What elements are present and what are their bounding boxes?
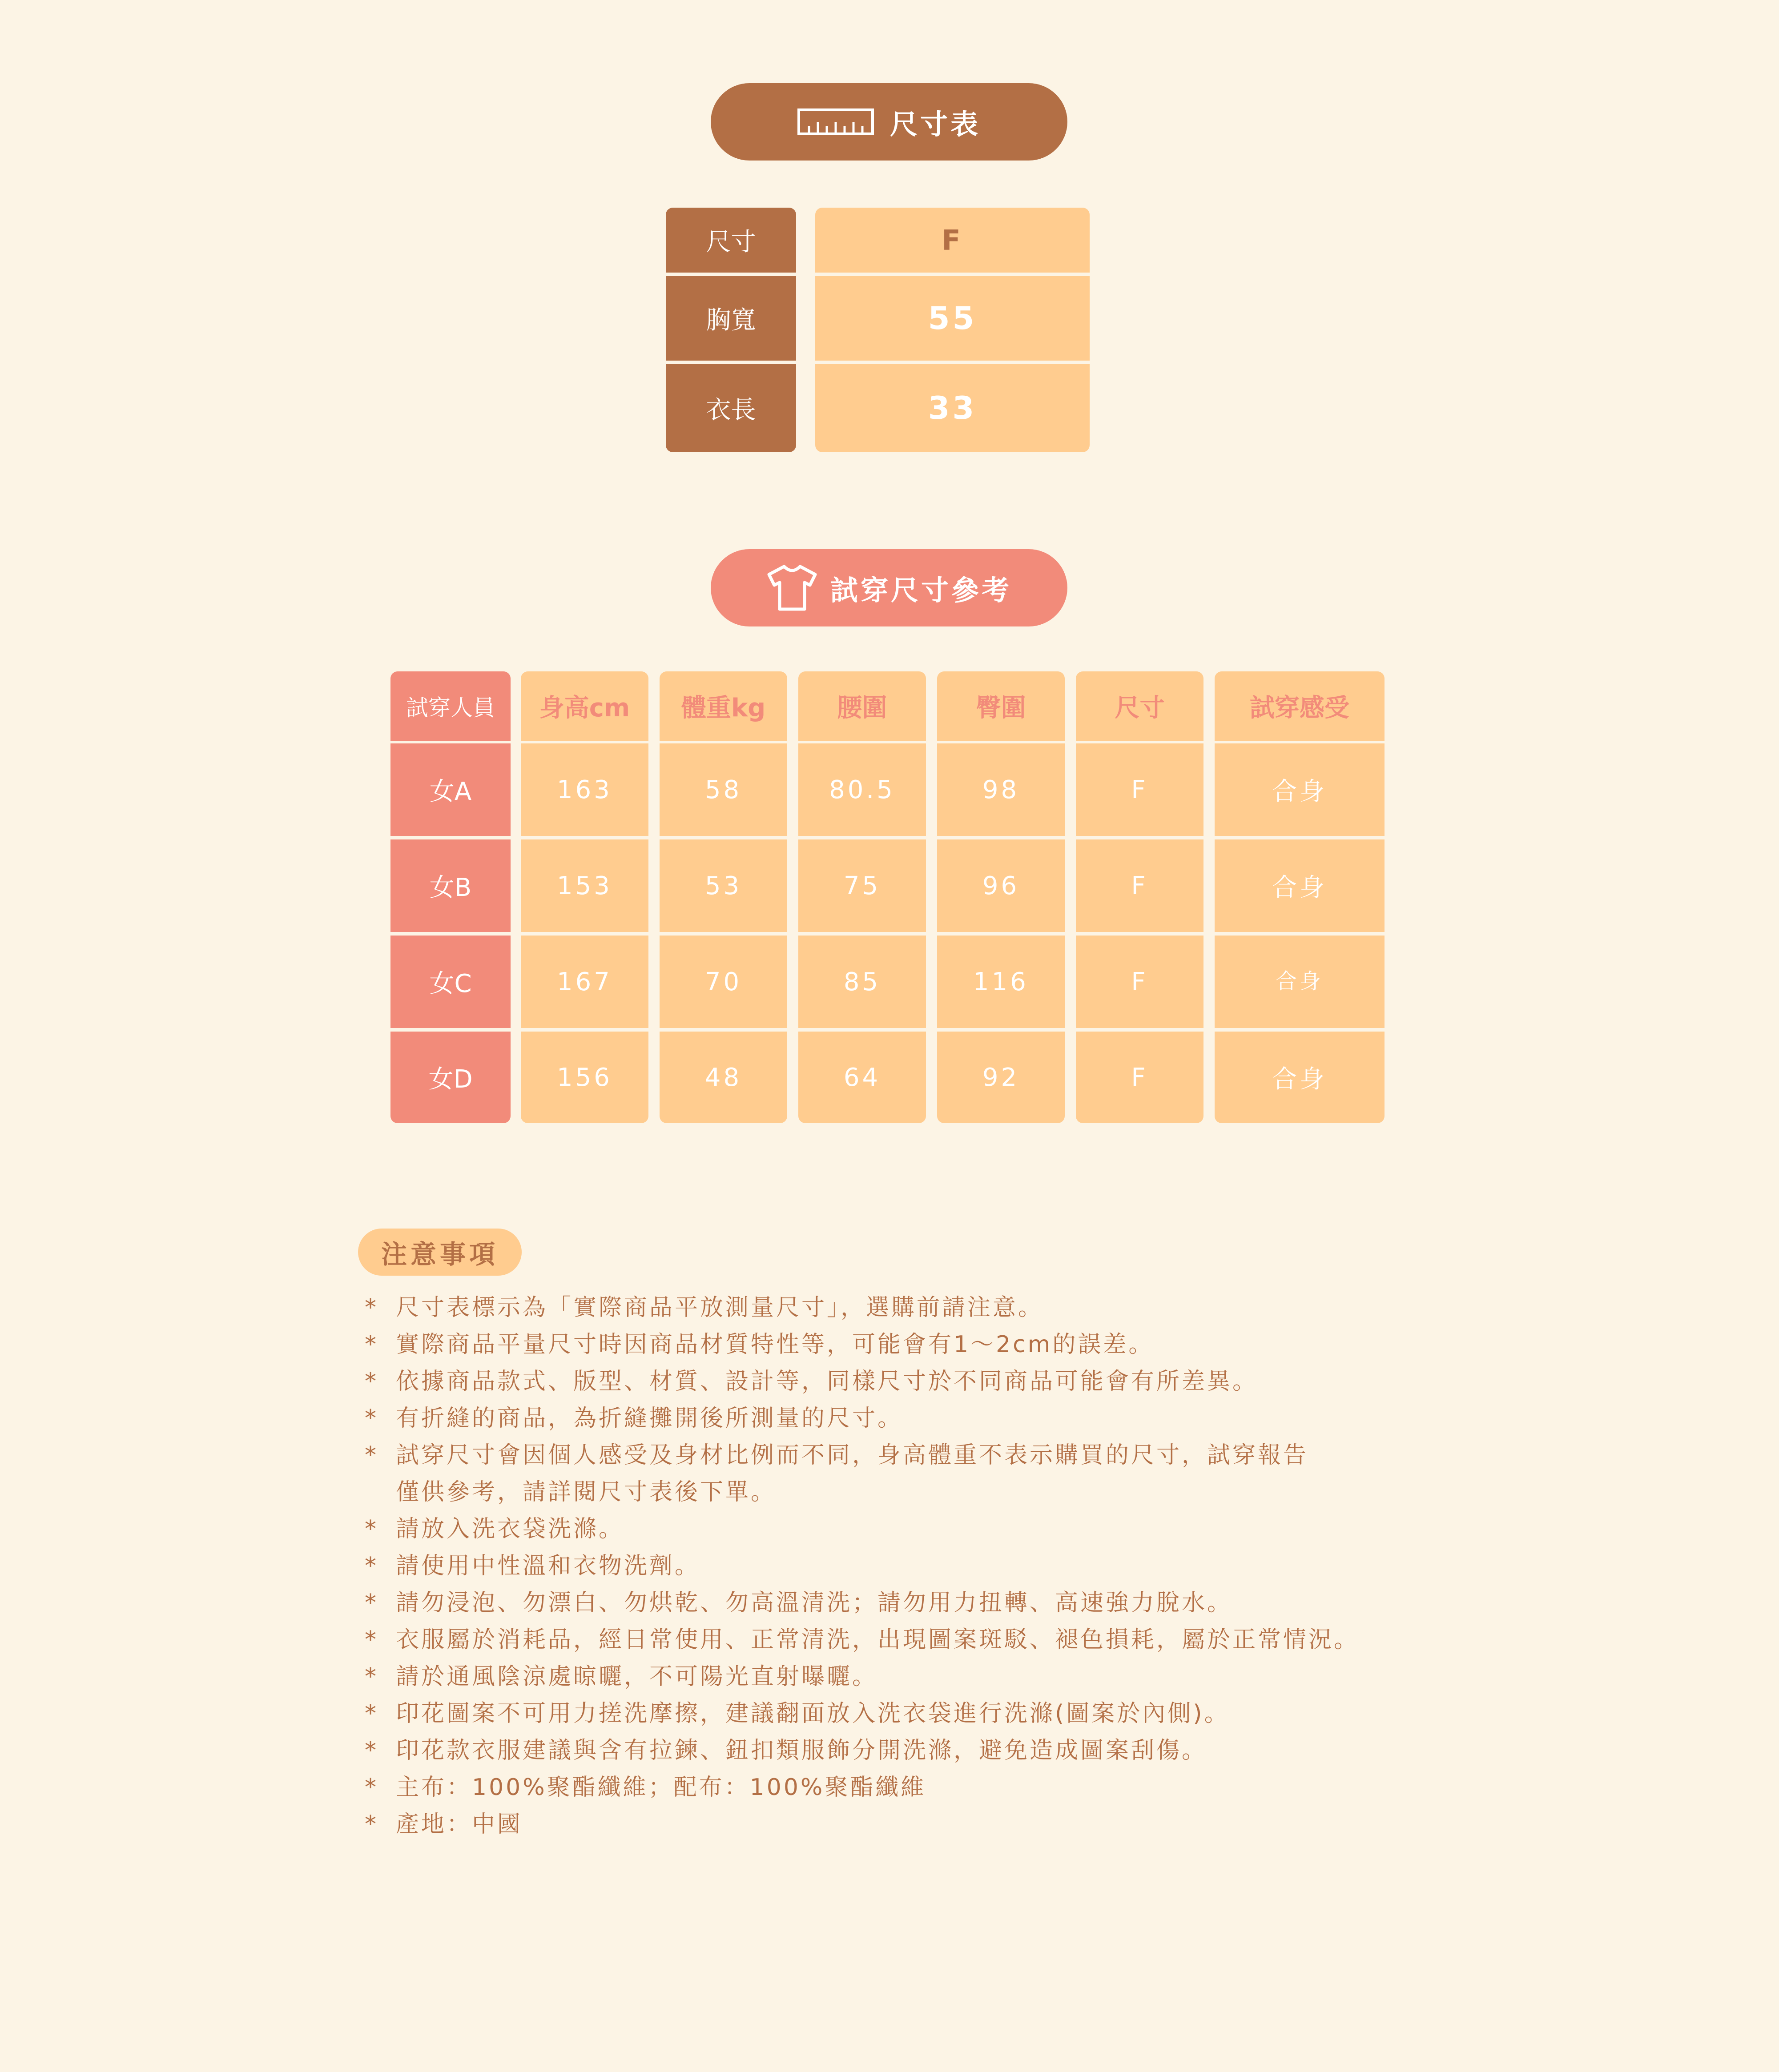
fit-cell-height-a: 163: [521, 743, 648, 836]
fit-cell-height-d: 156: [521, 1032, 648, 1123]
fit-header-tester: 試穿人員: [390, 671, 511, 741]
bullet-star: *: [365, 1626, 378, 1653]
note-item: * 產地：中國: [365, 1806, 1432, 1843]
fit-cell-hip-b: 96: [937, 839, 1065, 932]
bullet-star: *: [365, 1442, 378, 1469]
fit-header-size: 尺寸: [1076, 671, 1203, 741]
size-chart-title-text: 尺寸表: [890, 108, 981, 141]
size-label-length: 衣長: [666, 364, 796, 452]
note-item: * 請於通風陰涼處晾曬，不可陽光直射曝曬。: [365, 1658, 1432, 1695]
fit-row-label-a: 女A: [390, 743, 511, 836]
bullet-star: *: [365, 1516, 378, 1542]
fit-header-weight: 體重kg: [660, 671, 787, 741]
fit-cell-weight-b: 53: [660, 839, 787, 932]
bullet-star: *: [365, 1294, 378, 1321]
fit-row-label-c: 女C: [390, 936, 511, 1028]
ruler-icon: [797, 108, 874, 135]
size-value-chest: 55: [815, 276, 1090, 361]
size-value-size: F: [815, 208, 1090, 273]
note-item: * 依據商品款式、版型、材質、設計等，同樣尺寸於不同商品可能會有所差異。: [365, 1363, 1432, 1400]
fit-cell-weight-d: 48: [660, 1032, 787, 1123]
note-item: * 主布：100%聚酯纖維；配布：100%聚酯纖維: [365, 1769, 1432, 1806]
fit-cell-feeling-d: 合身: [1215, 1032, 1385, 1123]
bullet-star: *: [365, 1405, 378, 1432]
bullet-star: *: [365, 1737, 378, 1764]
note-item: * 衣服屬於消耗品，經日常使用、正常清洗，出現圖案斑駁、褪色損耗，屬於正常情況。: [365, 1622, 1432, 1658]
fit-cell-waist-b: 75: [798, 839, 926, 932]
fit-cell-feeling-a: 合身: [1215, 743, 1385, 836]
fit-cell-waist-c: 85: [798, 936, 926, 1028]
bullet-star: *: [365, 1368, 378, 1395]
fit-reference-title: [711, 549, 1067, 626]
fit-cell-hip-c: 116: [937, 936, 1065, 1028]
bullet-star: *: [365, 1331, 378, 1358]
size-value-length: 33: [815, 364, 1090, 452]
note-item: * 尺寸表標示為「實際商品平放測量尺寸」，選購前請注意。: [365, 1289, 1432, 1326]
bullet-star: *: [365, 1774, 378, 1801]
notes-list: [365, 1289, 1432, 1843]
note-item: * 有折縫的商品，為折縫攤開後所測量的尺寸。: [365, 1400, 1432, 1437]
size-label-size: 尺寸: [666, 208, 796, 273]
note-item: * 請使用中性溫和衣物洗劑。: [365, 1548, 1432, 1585]
fit-row-label-d: 女D: [390, 1032, 511, 1123]
fit-cell-height-b: 153: [521, 839, 648, 932]
fit-cell-size-b: F: [1076, 839, 1203, 932]
fit-cell-feeling-c: 合身: [1215, 936, 1385, 1028]
fit-header-height: 身高cm: [521, 671, 648, 741]
note-item: * 試穿尺寸會因個人感受及身材比例而不同，身高體重不表示購買的尺寸，試穿報告 僅供參考，請詳閱尺寸表後下單。: [365, 1437, 1432, 1511]
fit-cell-height-c: 167: [521, 936, 648, 1028]
bullet-star: *: [365, 1590, 378, 1616]
size-chart-title: [711, 83, 1067, 161]
fit-cell-waist-a: 80.5: [798, 743, 926, 836]
fit-cell-hip-a: 98: [937, 743, 1065, 836]
bullet-star: *: [365, 1663, 378, 1690]
fit-cell-hip-d: 92: [937, 1032, 1065, 1123]
note-item: * 請放入洗衣袋洗滌。: [365, 1511, 1432, 1548]
fit-reference-title-text: 試穿尺寸參考: [830, 574, 1012, 606]
fit-header-hip: 臀圍: [937, 671, 1065, 741]
fit-cell-waist-d: 64: [798, 1032, 926, 1123]
notes-title: 注意事項: [358, 1229, 522, 1276]
bullet-star: *: [365, 1553, 378, 1579]
bullet-star: *: [365, 1700, 378, 1727]
fit-header-waist: 腰圍: [798, 671, 926, 741]
note-item: * 實際商品平量尺寸時因商品材質特性等，可能會有1～2cm的誤差。: [365, 1326, 1432, 1363]
note-item: * 印花款衣服建議與含有拉鍊、鈕扣類服飾分開洗滌，避免造成圖案刮傷。: [365, 1732, 1432, 1769]
fit-header-feeling: 試穿感受: [1215, 671, 1385, 741]
bullet-star: *: [365, 1811, 378, 1838]
note-item: * 印花圖案不可用力搓洗摩擦，建議翻面放入洗衣袋進行洗滌(圖案於內側)。: [365, 1695, 1432, 1732]
fit-row-label-b: 女B: [390, 839, 511, 932]
fit-cell-size-c: F: [1076, 936, 1203, 1028]
tshirt-icon: [766, 564, 818, 612]
fit-cell-size-a: F: [1076, 743, 1203, 836]
size-label-chest: 胸寬: [666, 276, 796, 361]
fit-cell-weight-c: 70: [660, 936, 787, 1028]
note-item: * 請勿浸泡、勿漂白、勿烘乾、勿高溫清洗；請勿用力扭轉、高速強力脫水。: [365, 1585, 1432, 1622]
fit-cell-size-d: F: [1076, 1032, 1203, 1123]
fit-cell-weight-a: 58: [660, 743, 787, 836]
fit-cell-feeling-b: 合身: [1215, 839, 1385, 932]
